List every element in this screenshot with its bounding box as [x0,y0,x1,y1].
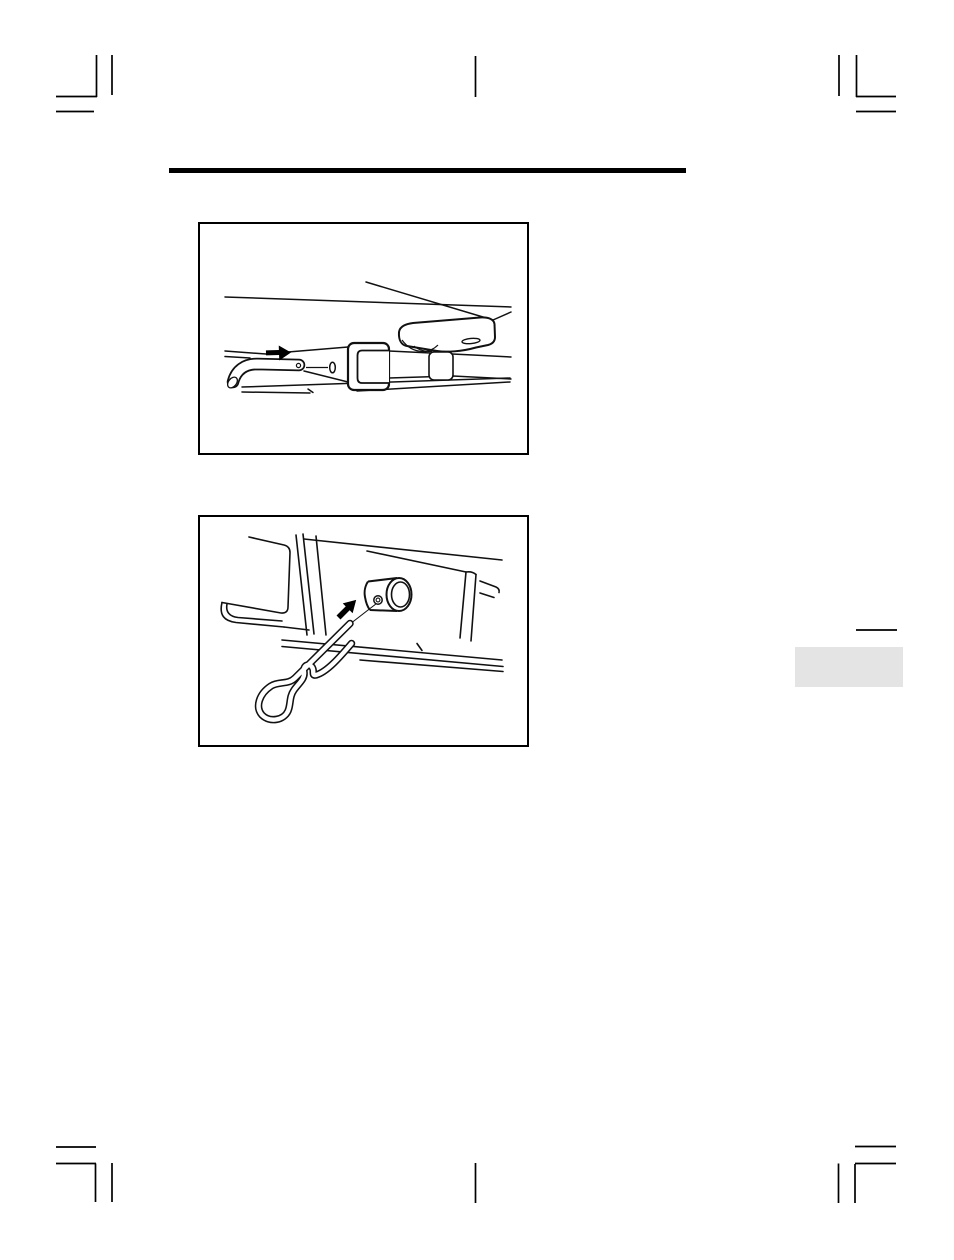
crop-mark-bottom-left [56,1147,112,1202]
hitch-frame-lines [221,534,503,672]
crop-mark-top-right [839,55,896,112]
bumper-casting [399,317,495,380]
section-rule [169,168,686,173]
hairpin-clip-insertion-figure [198,515,529,747]
pin-hole-callout [306,362,335,373]
hairpin-clip-insertion-drawing [200,517,527,745]
hairpin-clip [259,624,352,720]
hitch-pin-insertion-figure [198,222,529,455]
chapter-thumb-tab [795,647,903,687]
hitch-pin-insertion-drawing [200,224,527,453]
receiver-collar [348,343,389,390]
pin-end-cylinder [365,578,412,611]
crop-mark-top-left [56,55,112,112]
crop-mark-bottom-right [839,1147,897,1204]
